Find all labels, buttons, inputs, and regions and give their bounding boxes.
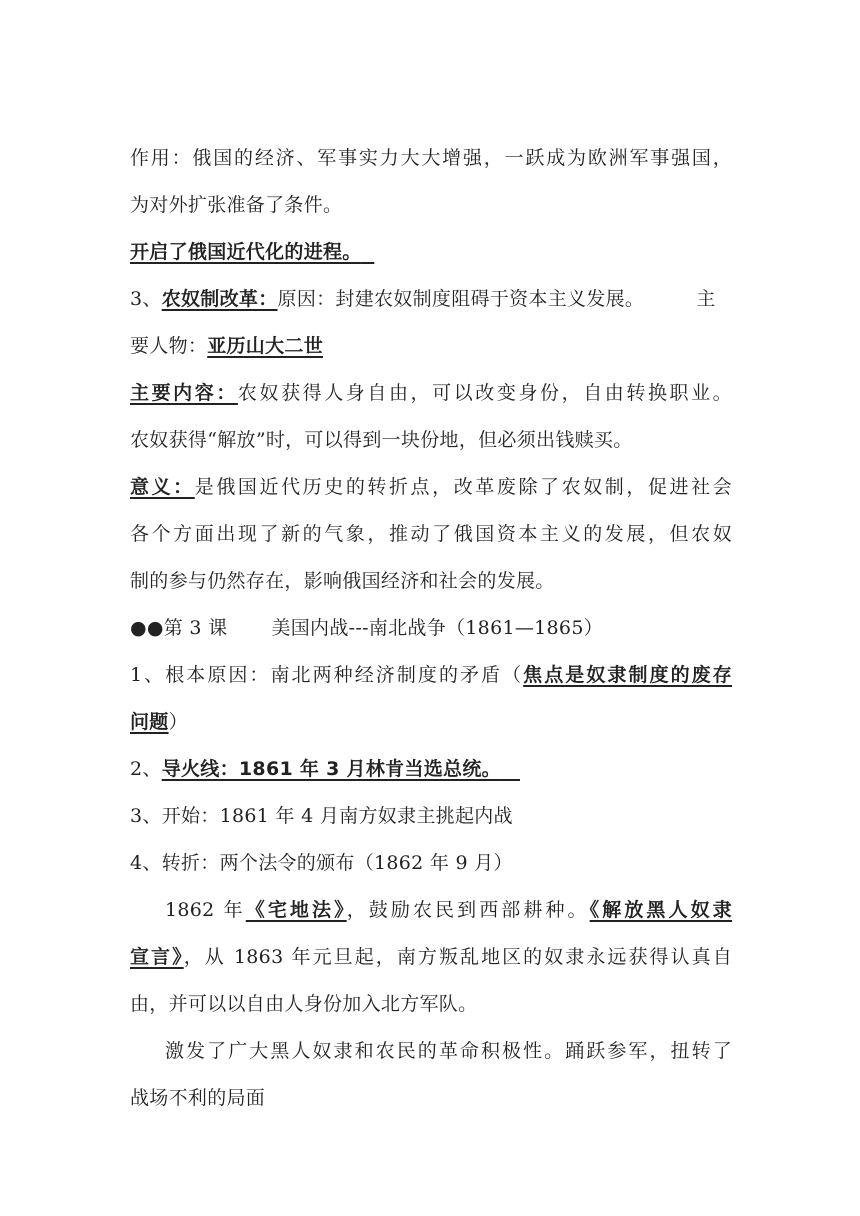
paragraph-line xyxy=(130,565,732,612)
underline-trail xyxy=(501,758,520,780)
homestead-act-title: 《宅地法》 xyxy=(245,899,347,921)
paragraph-line xyxy=(130,1082,732,1129)
key-person-name: 亚历山大二世 xyxy=(207,335,324,357)
root-cause-text: 1、根本原因：南北两种经济制度的矛盾（ xyxy=(130,664,524,686)
emancipation-title: 《解放黑人奴隶 xyxy=(589,899,732,921)
significance-text-cont: 各个方面出现了新的气象，推动了俄国资本主义的发展，但农奴 xyxy=(130,523,732,545)
impact-text-cont: 战场不利的局面 xyxy=(130,1087,266,1109)
impact-text: 激发了广大黑人奴隶和农民的革命积极性。踊跃参军，扭转了 xyxy=(165,1040,732,1062)
paragraph-line xyxy=(130,236,732,283)
significance-text: 是俄国近代历史的转折点，改革废除了农奴制，促进社会 xyxy=(194,476,732,498)
start-text: 3、开始：1861 年 4 月南方奴隶主挑起内战 xyxy=(130,805,513,827)
emancipation-text: ，从 1863 年元旦起，南方叛乱地区的奴隶永远获得认真自 xyxy=(183,946,733,968)
paragraph-line xyxy=(130,189,732,236)
item-number: 2、 xyxy=(130,758,162,780)
turning-point-text: 4、转折：两个法令的颁布（1862 年 9 月） xyxy=(130,852,513,874)
lesson-number: ●●第 3 课 xyxy=(130,617,228,639)
closing-paren: ） xyxy=(168,711,188,733)
paragraph-line xyxy=(130,330,732,377)
line-tail: 主 xyxy=(696,288,716,310)
effect-text: 作用：俄国的经济、军事实力大大增强，一跃成为欧洲军事强国， xyxy=(130,147,732,169)
root-cause-focus: 焦点是奴隶制度的废存 xyxy=(523,664,732,686)
paragraph-line xyxy=(130,1035,732,1082)
trigger-heading: 导火线：1861 年 3 月林肯当选总统。 xyxy=(161,758,501,780)
paragraph-line xyxy=(130,894,732,941)
document-page xyxy=(130,142,732,1129)
paragraph-line xyxy=(130,988,732,1035)
effect-text-cont: 为对外扩张准备了条件。 xyxy=(130,194,343,216)
paragraph-line xyxy=(130,142,732,189)
emancipation-text-cont: 由，并可以以自由人身份加入北方军队。 xyxy=(130,993,478,1015)
paragraph-line xyxy=(130,471,732,518)
key-person-label: 要人物： xyxy=(130,335,208,357)
paragraph-line xyxy=(130,377,732,424)
significance-heading: 意义： xyxy=(130,476,195,498)
serf-reform-heading: 农奴制改革： xyxy=(161,288,278,310)
paragraph-line xyxy=(130,424,732,471)
modernization-heading: 开启了俄国近代化的进程。 xyxy=(130,241,362,263)
homestead-text: ，鼓励农民到西部耕种。 xyxy=(346,899,590,921)
lesson-heading xyxy=(130,612,732,659)
underline-trail xyxy=(362,241,375,263)
main-content-text-cont: 农奴获得“解放”时，可以得到一块份地，但必须出钱赎买。 xyxy=(130,429,633,451)
emancipation-title-cont: 宣言》 xyxy=(130,946,184,968)
paragraph-line xyxy=(130,847,732,894)
main-content-text: 农奴获得人身自由，可以改变身份，自由转换职业。 xyxy=(237,382,732,404)
paragraph-line xyxy=(130,753,732,800)
paragraph-line xyxy=(130,706,732,753)
paragraph-line xyxy=(130,659,732,706)
significance-text-end: 制的参与仍然存在，影响俄国经济和社会的发展。 xyxy=(130,570,555,592)
root-cause-focus-cont: 问题 xyxy=(130,711,169,733)
paragraph-line xyxy=(130,283,732,330)
item-number: 3、 xyxy=(130,288,162,310)
reason-text: 原因：封建农奴制度阻碍于资本主义发展。 xyxy=(277,288,645,310)
paragraph-line xyxy=(130,941,732,988)
main-content-heading: 主要内容： xyxy=(130,382,238,404)
homestead-year: 1862 年 xyxy=(165,899,246,921)
lesson-title: 美国内战---南北战争（1861—1865） xyxy=(271,617,604,639)
paragraph-line xyxy=(130,518,732,565)
paragraph-line xyxy=(130,800,732,847)
